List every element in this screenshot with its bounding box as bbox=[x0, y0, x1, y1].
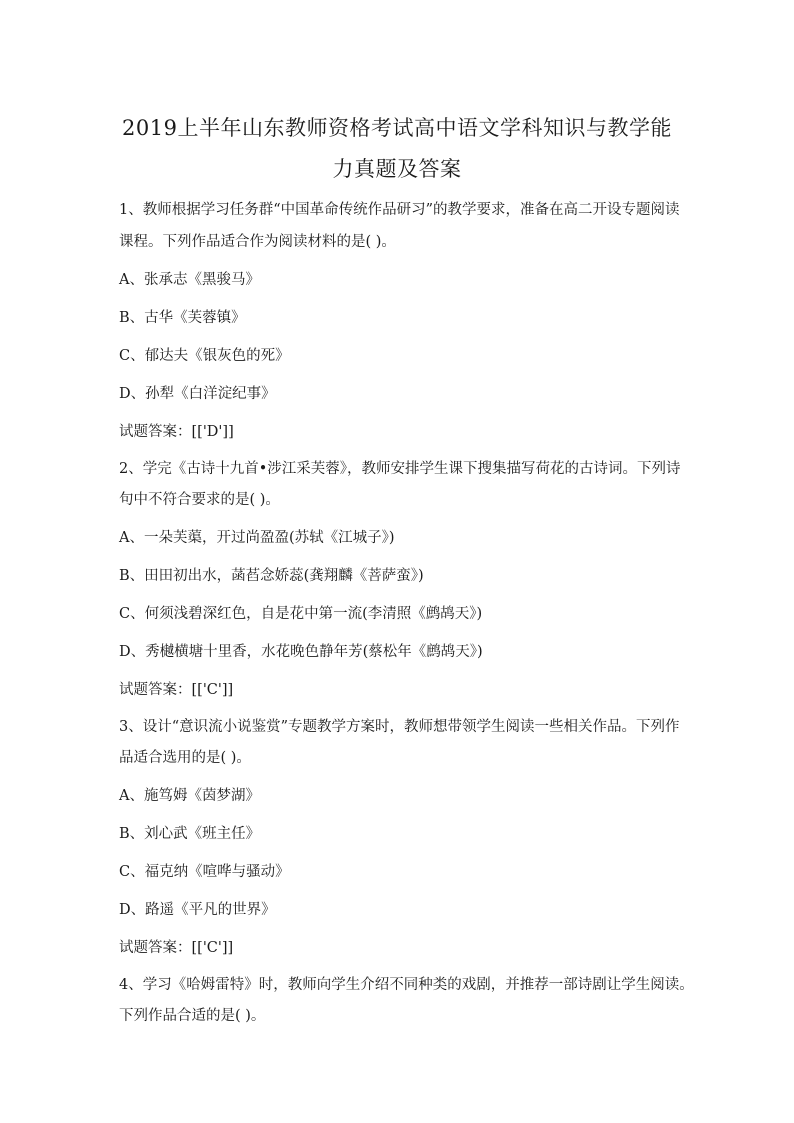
question-2-option-d: D、秀樾横塘十里香，水花晚色静年芳(蔡松年《鹧鸪天》) bbox=[119, 644, 483, 660]
question-2-stem-line-1: 2、学完《古诗十九首•涉江采芙蓉》，教师安排学生课下搜集描写荷花的古诗词。下列诗 bbox=[119, 461, 681, 477]
question-3-stem-line-1: 3、设计“意识流小说鉴赏”专题教学方案时，教师想带领学生阅读一些相关作品。下列作 bbox=[119, 719, 680, 735]
question-2-stem-line-2: 句中不符合要求的是( )。 bbox=[119, 492, 280, 508]
question-3-answer: 试题答案：[['C']] bbox=[119, 940, 234, 956]
question-1-answer: 试题答案：[['D']] bbox=[119, 424, 234, 440]
question-4-stem-line-2: 下列作品合适的是( )。 bbox=[119, 1008, 266, 1024]
question-1-option-a: A、张承志《黑骏马》 bbox=[119, 272, 260, 288]
document-title-line-1: 2019上半年山东教师资格考试高中语文学科知识与教学能 bbox=[122, 116, 672, 140]
question-1-option-c: C、郁达夫《银灰色的死》 bbox=[119, 348, 290, 364]
question-2-answer: 试题答案：[['C']] bbox=[119, 682, 234, 698]
question-3-option-a: A、施笃姆《茵梦湖》 bbox=[119, 788, 260, 804]
question-2-option-c: C、何须浅碧深红色，自是花中第一流(李清照《鹧鸪天》) bbox=[119, 606, 483, 622]
question-1-stem-line-1: 1、教师根据学习任务群“中国革命传统作品研习”的教学要求，准备在高二开设专题阅读 bbox=[119, 202, 680, 218]
question-1-option-b: B、古华《芙蓉镇》 bbox=[119, 310, 246, 326]
question-3-option-d: D、路遥《平凡的世界》 bbox=[119, 902, 276, 918]
question-1-option-d: D、孙犁《白洋淀纪事》 bbox=[119, 386, 276, 402]
question-1-stem-line-2: 课程。下列作品适合作为阅读材料的是( )。 bbox=[119, 234, 396, 250]
question-3-option-b: B、刘心武《班主任》 bbox=[119, 826, 261, 842]
question-3-stem-line-2: 品适合选用的是( )。 bbox=[119, 750, 251, 766]
question-2-option-b: B、田田初出水，菡萏念娇蕊(龚翔麟《菩萨蛮》) bbox=[119, 568, 424, 584]
question-2-option-a: A、一朵芙蕖，开过尚盈盈(苏轼《江城子》) bbox=[119, 530, 395, 546]
document-title-line-2: 力真题及答案 bbox=[332, 157, 462, 181]
question-4-stem-line-1: 4、学习《哈姆雷特》时，教师向学生介绍不同种类的戏剧，并推荐一部诗剧让学生阅读。 bbox=[119, 977, 694, 993]
question-3-option-c: C、福克纳《喧哗与骚动》 bbox=[119, 864, 290, 880]
